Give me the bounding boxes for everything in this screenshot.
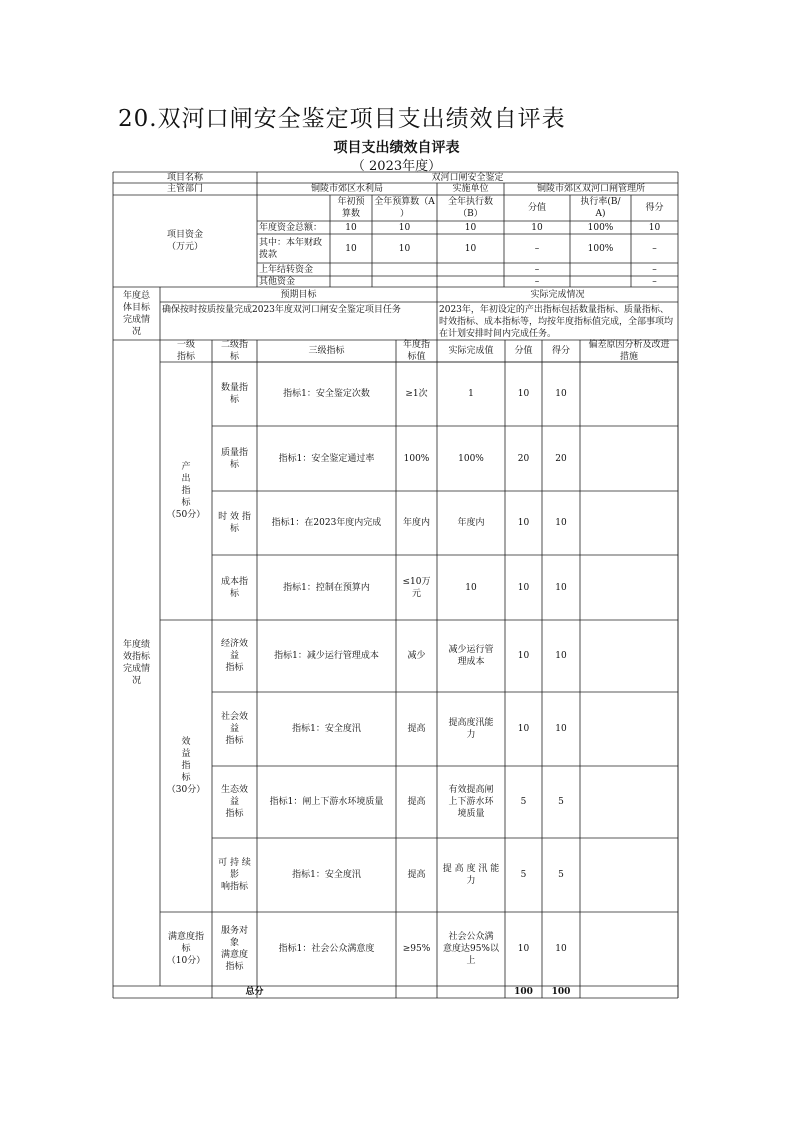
indicator-row-cell: 100% [458, 453, 484, 464]
indicators-col-header: 三级指标 [308, 346, 345, 356]
funds-cell: – [534, 264, 540, 275]
indicator-row-cell: 指标1：安全鉴定次数 [283, 389, 370, 399]
funds-cell: 上年结转资金 [259, 264, 314, 275]
indicator-row-cell: 生态效 益 指标 [220, 785, 248, 819]
indicator-row-cell: 10 [555, 651, 567, 661]
table-year: （ 2023年度） [351, 159, 442, 174]
goals-expected-label: 预期目标 [280, 289, 317, 300]
funds-col-header: 全年预算数（A ） [374, 197, 435, 219]
goals-actual-text: 2023年，年初设定的产出指标包括数量指标、质量指标、时效指标、成本指标等，均按年度指标值完成，全部事项均在计划安排时间内完成任务。 [439, 305, 674, 339]
level1-benefit-indicator: 效 益 指 标 （30分） [166, 737, 206, 795]
indicator-row-cell: 10 [555, 582, 567, 593]
indicator-row-cell: 社会公众满 意度达95%以 上 [442, 932, 499, 966]
indicator-row-cell: 5 [558, 870, 564, 880]
funds-cell: 10 [398, 222, 411, 233]
indicator-row-cell: 指标1：安全鉴定通过率 [278, 453, 375, 464]
funds-cell [330, 263, 372, 276]
indicator-row-cell: 10 [555, 518, 567, 528]
project-name-value: 双河口闸安全鉴定 [431, 172, 504, 183]
indicator-row-cell: 20 [555, 453, 567, 464]
funds-cell: 10 [464, 222, 477, 233]
indicator-row-cell: 经济效 益 指标 [220, 639, 248, 673]
indicator-row-cell: 年度内 [402, 518, 430, 528]
funds-col-header: 执行率(B/ A) [580, 197, 621, 219]
indicators-section-label: 年度绩 效指标 完成情 况 [122, 640, 150, 686]
impl-value: 铜陵市郊区双河口闸管理所 [536, 184, 645, 194]
funds-cell: – [534, 243, 540, 254]
total-got: 100 [551, 987, 571, 997]
indicator-row-cell: 10 [555, 389, 567, 399]
indicator-row-cell: 提 高 度 汛 能 力 [442, 864, 500, 886]
indicator-row-cell: 100% [403, 453, 430, 464]
indicator-row-cell: 提高 [407, 870, 426, 880]
funds-cell [330, 276, 372, 287]
indicators-col-header: 得分 [551, 346, 570, 356]
funds-cell: 10 [398, 243, 411, 254]
funds-cell: 100% [587, 222, 614, 233]
indicator-row-cell: 提高 [407, 797, 426, 807]
indicator-row-cell: 10 [517, 518, 530, 528]
funds-cell: – [534, 276, 540, 287]
funds-col-header: 年初预 算数 [337, 197, 365, 219]
indicator-row-cell: 10 [517, 389, 530, 399]
indicator-row-cell: ≥1次 [405, 389, 428, 399]
indicator-row-cell: 5 [558, 797, 564, 807]
indicator-row-cell: 时 效 指 标 [218, 512, 251, 534]
indicator-row-cell: 10 [517, 651, 530, 661]
indicator-row-cell: 年度内 [457, 518, 485, 528]
funds-cell: 10 [648, 222, 661, 233]
indicator-row-cell: 提高 [407, 724, 426, 734]
indicators-col-header: 偏差原因分析及改进 措施 [588, 340, 670, 362]
funds-cell: – [652, 264, 657, 275]
indicator-row-cell: 10 [517, 944, 530, 954]
indicators-col-header: 分值 [514, 346, 533, 356]
indicator-row-cell: 数量指 标 [220, 383, 248, 405]
indicator-row-cell: 指标1：闸上下游水环境质量 [269, 797, 384, 807]
funds-cell: – [652, 243, 657, 254]
indicator-row-cell: 10 [555, 724, 567, 734]
indicator-row-cell: 5 [520, 797, 527, 807]
level1-output-indicator: 产 出 指 标 （50分） [166, 462, 206, 520]
funds-cell: 10 [345, 222, 357, 233]
funds-cell [437, 276, 504, 287]
funds-col-header: 全年执行数 （B） [447, 197, 493, 219]
indicator-row-cell: 10 [517, 724, 530, 734]
funds-cell: 年度资金总额： [259, 222, 323, 233]
indicator-row-cell: 20 [517, 453, 530, 464]
indicators-col-header: 年度指 标值 [402, 340, 430, 362]
indicator-row-cell: 指标1：在2023年度内完成 [271, 518, 382, 528]
funds-cell [372, 276, 437, 287]
funds-col-header: 得分 [645, 203, 664, 213]
indicator-row-cell: 5 [520, 870, 527, 880]
funds-cell: 10 [345, 243, 357, 254]
indicator-row-cell: 指标1：安全度汛 [292, 724, 361, 734]
funds-label: 项目资金 （万元） [166, 230, 203, 252]
funds-cell: 其他资金 [259, 276, 296, 287]
goals-label: 年度总 体目标 完成情 况 [122, 290, 150, 337]
indicator-row-cell: 可 持 续 影 响指标 [218, 858, 251, 892]
funds-cell: – [652, 276, 657, 287]
indicator-row-cell: 提高度汛能 力 [448, 718, 494, 740]
funds-cell [570, 276, 631, 287]
indicator-row-cell: 指标1：减少运行管理成本 [274, 651, 379, 661]
indicators-col-header: 二级指 标 [220, 340, 248, 362]
level1-satisfaction-indicator: 满意度指 标 （10分） [166, 932, 206, 966]
project-name-label: 项目名称 [166, 172, 203, 183]
funds-cell [372, 263, 437, 276]
goals-actual-label: 实际完成情况 [530, 289, 585, 300]
indicator-row-cell: ≤10万 元 [402, 576, 431, 599]
funds-col-header: 分值 [527, 203, 546, 213]
dept-label: 主管部门 [166, 184, 203, 194]
funds-cell: 10 [464, 243, 477, 254]
indicator-row-cell: 减少 [407, 651, 426, 661]
indicator-row-cell: 指标1：社会公众满意度 [278, 944, 375, 954]
table-title: 项目支出绩效自评表 [333, 140, 460, 156]
dept-value: 铜陵市郊区水利局 [310, 184, 383, 194]
indicator-row-cell: 减少运行管 理成本 [448, 645, 494, 667]
funds-cell: 其中：本年财政 拨款 [259, 237, 323, 260]
indicator-row-cell: 有效提高闸 上下游水环 境质量 [448, 785, 494, 819]
funds-cell [570, 263, 631, 276]
indicator-row-cell: 10 [465, 582, 477, 593]
goals-expected-text: 确保按时按质按量完成2023年度双河口闸安全鉴定项目任务 [162, 305, 401, 315]
document-heading: 20.双河口闸安全鉴定项目支出绩效自评表 [118, 106, 566, 132]
indicator-row-cell: 服务对 象 满意度 指标 [220, 926, 248, 972]
indicator-row-cell: 1 [468, 389, 474, 399]
indicator-row-cell: ≥95% [402, 944, 431, 954]
funds-cell: 100% [587, 243, 614, 254]
funds-cell: 10 [531, 222, 543, 233]
indicators-col-header: 实际完成值 [448, 346, 494, 356]
indicator-row-cell: 社会效 益 指标 [220, 712, 248, 746]
total-label: 总分 [245, 987, 264, 997]
impl-label: 实施单位 [452, 184, 489, 194]
indicators-col-header: 一级 指标 [176, 340, 195, 362]
total-score: 100 [514, 987, 533, 997]
funds-cell [437, 263, 504, 276]
indicator-row-cell: 10 [517, 582, 530, 593]
indicator-row-cell: 指标1：安全度汛 [292, 870, 361, 880]
indicator-row-cell: 指标1：控制在预算内 [283, 582, 370, 593]
indicator-row-cell: 质量指 标 [220, 447, 248, 470]
indicator-row-cell: 10 [555, 944, 567, 954]
indicator-row-cell: 成本指 标 [220, 576, 248, 599]
